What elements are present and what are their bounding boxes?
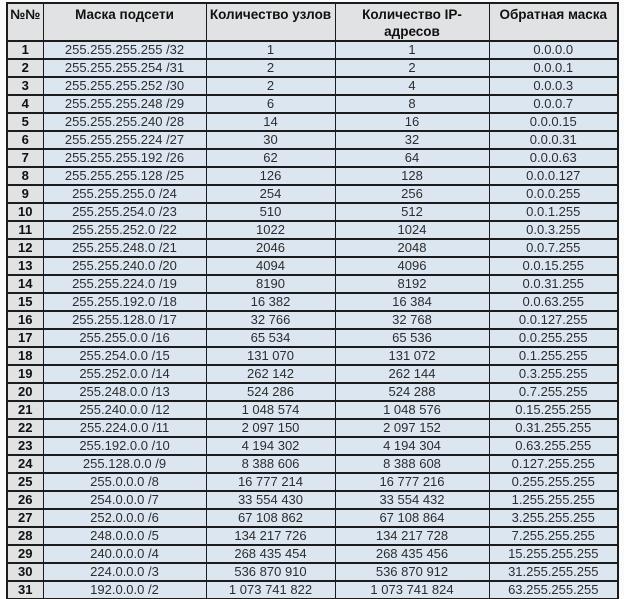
cell-mask: 255.252.0.0 /14 [43,365,206,383]
cell-hosts: 6 [206,95,335,113]
cell-wildcard: 0.0.0.7 [489,95,618,113]
table-row-12 [7,239,618,257]
cell-n: 23 [7,437,43,455]
cell-hosts: 2 [206,59,335,77]
cell-n: 30 [7,563,43,581]
cell-n: 8 [7,167,43,185]
cell-hosts: 8 388 606 [206,455,335,473]
cell-ips: 1 [335,41,489,59]
cell-ips: 65 536 [335,329,489,347]
cell-mask: 240.0.0.0 /4 [43,545,206,563]
cell-hosts: 2 [206,77,335,95]
cell-hosts: 33 554 430 [206,491,335,509]
cell-ips: 16 384 [335,293,489,311]
cell-n: 28 [7,527,43,545]
cell-wildcard: 0.1.255.255 [489,347,618,365]
cell-hosts: 67 108 862 [206,509,335,527]
cell-hosts: 1 [206,41,335,59]
cell-ips: 4096 [335,257,489,275]
table-row-30 [7,563,618,581]
cell-n: 12 [7,239,43,257]
cell-n: 29 [7,545,43,563]
cell-n: 4 [7,95,43,113]
cell-wildcard: 0.127.255.255 [489,455,618,473]
cell-n: 17 [7,329,43,347]
cell-hosts: 1022 [206,221,335,239]
cell-wildcard: 1.255.255.255 [489,491,618,509]
table-row-22 [7,419,618,437]
cell-wildcard: 0.0.0.63 [489,149,618,167]
cell-wildcard: 0.0.63.255 [489,293,618,311]
cell-ips: 2 097 152 [335,419,489,437]
cell-hosts: 62 [206,149,335,167]
cell-wildcard: 0.255.255.255 [489,473,618,491]
cell-n: 18 [7,347,43,365]
cell-mask: 255.248.0.0 /13 [43,383,206,401]
cell-mask: 255.255.240.0 /20 [43,257,206,275]
cell-hosts: 510 [206,203,335,221]
table-row-1 [7,41,618,59]
cell-hosts: 262 142 [206,365,335,383]
cell-n: 20 [7,383,43,401]
cell-wildcard: 0.0.127.255 [489,311,618,329]
cell-mask: 255.255.255.248 /29 [43,95,206,113]
table-row-9 [7,185,618,203]
table-row-23 [7,437,618,455]
cell-wildcard: 0.31.255.255 [489,419,618,437]
cell-mask: 255.240.0.0 /12 [43,401,206,419]
cell-mask: 224.0.0.0 /3 [43,563,206,581]
cell-hosts: 32 766 [206,311,335,329]
table-row-28 [7,527,618,545]
cell-mask: 255.255.252.0 /22 [43,221,206,239]
cell-wildcard: 0.0.0.31 [489,131,618,149]
table-row-17 [7,329,618,347]
cell-mask: 255.128.0.0 /9 [43,455,206,473]
cell-n: 15 [7,293,43,311]
table-row-19 [7,365,618,383]
cell-hosts: 8190 [206,275,335,293]
cell-hosts: 1 048 574 [206,401,335,419]
cell-ips: 134 217 728 [335,527,489,545]
cell-mask: 192.0.0.0 /2 [43,581,206,599]
cell-hosts: 16 382 [206,293,335,311]
cell-n: 2 [7,59,43,77]
cell-hosts: 268 435 454 [206,545,335,563]
table-row-7 [7,149,618,167]
column-header-wildcard: Обратная маска [489,3,618,41]
column-header-hosts: Количество узлов [206,3,335,41]
cell-ips: 256 [335,185,489,203]
cell-wildcard: 0.3.255.255 [489,365,618,383]
cell-wildcard: 0.15.255.255 [489,401,618,419]
cell-n: 22 [7,419,43,437]
cell-wildcard: 0.0.0.127 [489,167,618,185]
cell-mask: 255.255.255.240 /28 [43,113,206,131]
column-header-mask: Маска подсети [43,3,206,41]
table-row-3 [7,77,618,95]
cell-ips: 64 [335,149,489,167]
cell-mask: 255.255.0.0 /16 [43,329,206,347]
cell-n: 19 [7,365,43,383]
table-row-2 [7,59,618,77]
cell-n: 13 [7,257,43,275]
cell-mask: 255.255.128.0 /17 [43,311,206,329]
table-row-8 [7,167,618,185]
table-row-6 [7,131,618,149]
cell-mask: 255.192.0.0 /10 [43,437,206,455]
cell-ips: 32 [335,131,489,149]
table-body [7,41,618,599]
cell-wildcard: 0.0.0.255 [489,185,618,203]
cell-ips: 268 435 456 [335,545,489,563]
cell-ips: 4 [335,77,489,95]
cell-hosts: 65 534 [206,329,335,347]
cell-n: 21 [7,401,43,419]
cell-n: 14 [7,275,43,293]
table-row-31 [7,581,618,599]
cell-hosts: 536 870 910 [206,563,335,581]
cell-n: 24 [7,455,43,473]
cell-hosts: 2 097 150 [206,419,335,437]
cell-ips: 8192 [335,275,489,293]
cell-mask: 255.255.248.0 /21 [43,239,206,257]
cell-n: 27 [7,509,43,527]
cell-hosts: 2046 [206,239,335,257]
cell-mask: 255.255.255.224 /27 [43,131,206,149]
cell-wildcard: 63.255.255.255 [489,581,618,599]
cell-n: 6 [7,131,43,149]
cell-ips: 33 554 432 [335,491,489,509]
column-header-n: №№ [7,3,43,41]
cell-n: 3 [7,77,43,95]
cell-wildcard: 0.0.7.255 [489,239,618,257]
cell-ips: 1 048 576 [335,401,489,419]
cell-hosts: 524 286 [206,383,335,401]
cell-hosts: 254 [206,185,335,203]
cell-n: 25 [7,473,43,491]
table-row-13 [7,257,618,275]
cell-mask: 252.0.0.0 /6 [43,509,206,527]
cell-ips: 512 [335,203,489,221]
cell-mask: 255.255.255.252 /30 [43,77,206,95]
cell-wildcard: 15.255.255.255 [489,545,618,563]
cell-hosts: 4 194 302 [206,437,335,455]
table-row-11 [7,221,618,239]
cell-ips: 32 768 [335,311,489,329]
cell-hosts: 14 [206,113,335,131]
table-header [7,3,618,41]
cell-n: 7 [7,149,43,167]
cell-wildcard: 0.63.255.255 [489,437,618,455]
cell-ips: 524 288 [335,383,489,401]
cell-ips: 1024 [335,221,489,239]
cell-wildcard: 7.255.255.255 [489,527,618,545]
table-row-26 [7,491,618,509]
table-row-5 [7,113,618,131]
table-row-27 [7,509,618,527]
cell-mask: 255.254.0.0 /15 [43,347,206,365]
table-row-4 [7,95,618,113]
cell-wildcard: 0.0.1.255 [489,203,618,221]
cell-wildcard: 0.0.15.255 [489,257,618,275]
cell-hosts: 126 [206,167,335,185]
cell-mask: 255.255.255.0 /24 [43,185,206,203]
cell-n: 31 [7,581,43,599]
cell-n: 5 [7,113,43,131]
table-row-24 [7,455,618,473]
cell-wildcard: 31.255.255.255 [489,563,618,581]
cell-n: 9 [7,185,43,203]
cell-mask: 254.0.0.0 /7 [43,491,206,509]
table-row-14 [7,275,618,293]
cell-mask: 255.0.0.0 /8 [43,473,206,491]
cell-hosts: 131 070 [206,347,335,365]
cell-wildcard: 3.255.255.255 [489,509,618,527]
cell-mask: 255.255.192.0 /18 [43,293,206,311]
cell-mask: 255.255.224.0 /19 [43,275,206,293]
cell-hosts: 4094 [206,257,335,275]
cell-ips: 2 [335,59,489,77]
cell-wildcard: 0.0.0.0 [489,41,618,59]
cell-n: 1 [7,41,43,59]
table-row-25 [7,473,618,491]
cell-mask: 255.255.254.0 /23 [43,203,206,221]
cell-ips: 1 073 741 824 [335,581,489,599]
table-row-20 [7,383,618,401]
table-row-21 [7,401,618,419]
cell-ips: 16 [335,113,489,131]
cell-ips: 2048 [335,239,489,257]
cell-hosts: 134 217 726 [206,527,335,545]
cell-mask: 255.255.255.254 /31 [43,59,206,77]
cell-wildcard: 0.0.31.255 [489,275,618,293]
cell-wildcard: 0.0.0.3 [489,77,618,95]
cell-wildcard: 0.0.3.255 [489,221,618,239]
cell-ips: 16 777 216 [335,473,489,491]
cell-ips: 4 194 304 [335,437,489,455]
table-row-16 [7,311,618,329]
cell-wildcard: 0.0.255.255 [489,329,618,347]
cell-ips: 536 870 912 [335,563,489,581]
table-row-29 [7,545,618,563]
cell-mask: 255.255.255.255 /32 [43,41,206,59]
cell-ips: 8 388 608 [335,455,489,473]
cell-n: 26 [7,491,43,509]
cell-n: 10 [7,203,43,221]
cell-n: 16 [7,311,43,329]
cell-hosts: 30 [206,131,335,149]
table-row-15 [7,293,618,311]
cell-ips: 67 108 864 [335,509,489,527]
cell-n: 11 [7,221,43,239]
cell-hosts: 16 777 214 [206,473,335,491]
column-header-ips: Количество IP-адресов [335,3,489,41]
cell-ips: 8 [335,95,489,113]
cell-mask: 255.224.0.0 /11 [43,419,206,437]
table-row-10 [7,203,618,221]
cell-ips: 128 [335,167,489,185]
cell-ips: 262 144 [335,365,489,383]
cell-mask: 255.255.255.192 /26 [43,149,206,167]
cell-hosts: 1 073 741 822 [206,581,335,599]
cell-wildcard: 0.0.0.15 [489,113,618,131]
cell-mask: 255.255.255.128 /25 [43,167,206,185]
subnet-mask-table [6,2,619,599]
table-row-18 [7,347,618,365]
cell-mask: 248.0.0.0 /5 [43,527,206,545]
table-header-row [7,3,618,41]
cell-ips: 131 072 [335,347,489,365]
cell-wildcard: 0.7.255.255 [489,383,618,401]
cell-wildcard: 0.0.0.1 [489,59,618,77]
